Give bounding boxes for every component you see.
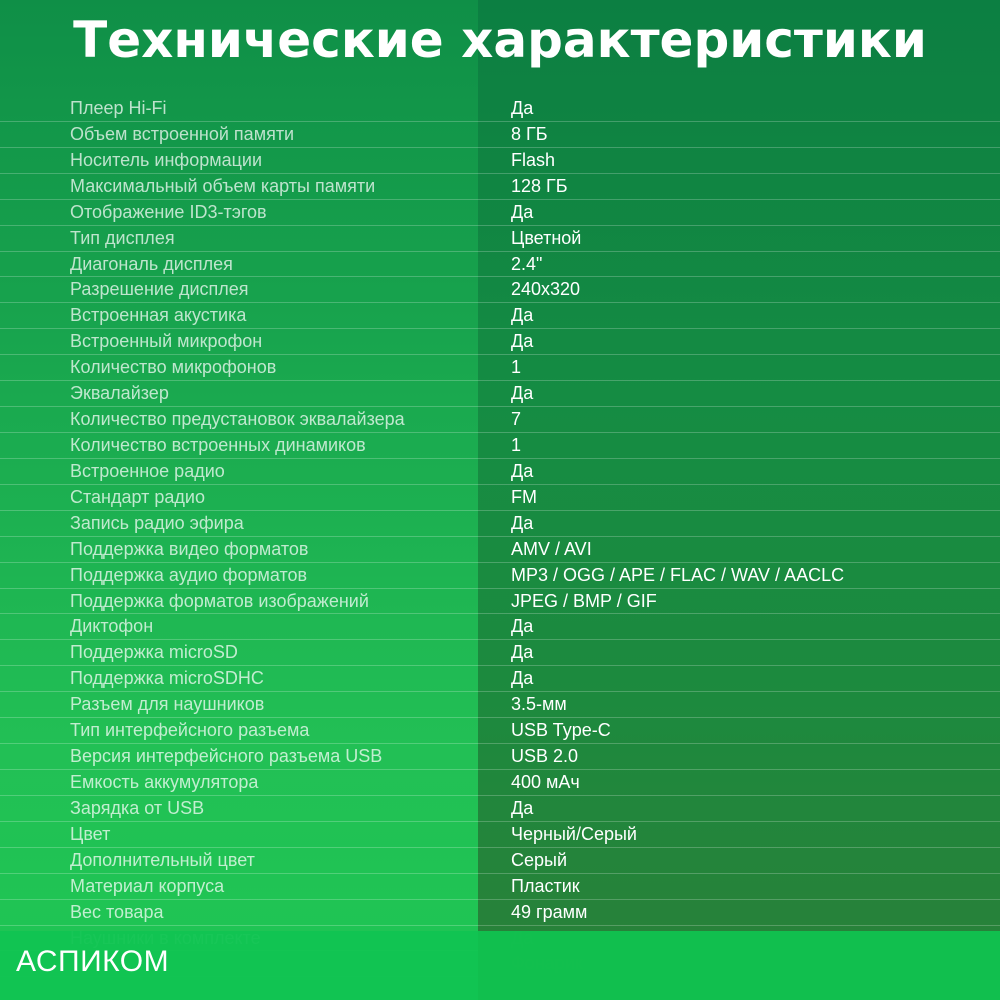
spec-value: 1 — [511, 357, 522, 378]
spec-row — [0, 666, 1000, 692]
footer-bar-right — [478, 931, 1000, 1000]
spec-row — [0, 459, 1000, 485]
spec-label: Запись радио эфира — [70, 512, 244, 533]
spec-value: USB Type-C — [511, 720, 611, 741]
spec-label: Стандарт радио — [70, 486, 205, 507]
spec-row — [0, 614, 1000, 640]
spec-value: MP3 / OGG / APE / FLAC / WAV / AACLC — [511, 564, 845, 585]
spec-value: Flash — [511, 149, 556, 170]
spec-value: AMV / AVI — [511, 538, 592, 559]
spec-row — [0, 122, 1000, 148]
spec-row — [0, 640, 1000, 666]
spec-value: 7 — [511, 409, 522, 430]
spec-row — [0, 148, 1000, 174]
spec-row — [0, 537, 1000, 563]
spec-label: Вес товара — [70, 901, 164, 922]
spec-row — [0, 589, 1000, 615]
spec-label: Дополнительный цвет — [70, 849, 255, 870]
spec-label: Встроенная акустика — [70, 305, 247, 326]
spec-value: FM — [511, 486, 537, 507]
spec-row — [0, 381, 1000, 407]
spec-label: Емкость аккумулятора — [70, 771, 259, 792]
spec-value: Серый — [511, 849, 568, 870]
spec-value: Да — [511, 616, 534, 637]
spec-label: Разъем для наушников — [70, 694, 265, 715]
spec-row — [0, 252, 1000, 278]
spec-row — [0, 303, 1000, 329]
spec-value: Да — [511, 460, 534, 481]
spec-label: Диктофон — [70, 616, 154, 637]
page-title: Технические характеристики — [73, 11, 927, 69]
spec-value: Да — [511, 668, 534, 689]
spec-label: Разрешение дисплея — [70, 279, 249, 300]
spec-row — [0, 718, 1000, 744]
spec-label: Диагональ дисплея — [70, 253, 233, 274]
spec-row — [0, 822, 1000, 848]
spec-label: Максимальный объем карты памяти — [70, 175, 376, 196]
specs-table — [0, 96, 1000, 977]
spec-value: Да — [511, 797, 534, 818]
spec-label: Поддержка форматов изображений — [70, 590, 369, 611]
spec-row — [0, 511, 1000, 537]
spec-label: Зарядка от USB — [70, 797, 205, 818]
spec-label: Материал корпуса — [70, 875, 225, 896]
spec-row — [0, 874, 1000, 900]
spec-row — [0, 744, 1000, 770]
spec-value: Да — [511, 201, 534, 222]
spec-label: Тип интерфейсного разъема — [70, 720, 310, 741]
spec-value: JPEG / BMP / GIF — [511, 590, 657, 611]
spec-row — [0, 848, 1000, 874]
spec-label: Носитель информации — [70, 149, 263, 170]
spec-value: 128 ГБ — [511, 175, 568, 196]
spec-label: Поддержка видео форматов — [70, 538, 309, 559]
spec-value: Да — [511, 305, 534, 326]
spec-label: Встроенное радио — [70, 460, 225, 481]
spec-row — [0, 900, 1000, 926]
spec-value: Да — [511, 98, 534, 118]
spec-label: Цвет — [70, 823, 111, 844]
spec-row — [0, 563, 1000, 589]
spec-value: 1 — [511, 434, 522, 455]
spec-label: Отображение ID3-тэгов — [70, 201, 267, 222]
spec-row — [0, 226, 1000, 252]
spec-label: Эквалайзер — [70, 383, 169, 404]
spec-row — [0, 355, 1000, 381]
spec-value: Да — [511, 383, 534, 404]
spec-row — [0, 407, 1000, 433]
spec-value: Пластик — [511, 875, 580, 896]
spec-value: 49 грамм — [511, 901, 588, 922]
spec-value: Да — [511, 512, 534, 533]
spec-row — [0, 692, 1000, 718]
spec-row — [0, 485, 1000, 511]
spec-label: Количество микрофонов — [70, 357, 277, 378]
spec-label: Тип дисплея — [70, 227, 175, 248]
spec-label: Встроенный микрофон — [70, 331, 263, 352]
spec-value: 2.4" — [511, 253, 543, 274]
spec-label: Количество предустановок эквалайзера — [70, 409, 405, 430]
spec-row — [0, 433, 1000, 459]
spec-value: 3.5-мм — [511, 694, 567, 715]
spec-row — [0, 796, 1000, 822]
brand-logo-text: АСПИКОМ — [16, 945, 170, 978]
spec-row — [0, 277, 1000, 303]
spec-label: Поддержка microSDHC — [70, 668, 264, 689]
spec-label: Объем встроенной памяти — [70, 123, 295, 144]
spec-label: Плеер Hi-Fi — [70, 98, 167, 118]
spec-label: Поддержка microSD — [70, 642, 238, 663]
spec-label: Количество встроенных динамиков — [70, 434, 366, 455]
spec-value: 8 ГБ — [511, 123, 548, 144]
spec-value: Цветной — [511, 227, 582, 248]
spec-value: 400 мАч — [511, 771, 580, 792]
spec-value: 240x320 — [511, 279, 581, 300]
spec-value: Да — [511, 642, 534, 663]
spec-row — [0, 200, 1000, 226]
spec-label: Версия интерфейсного разъема USB — [70, 746, 383, 767]
spec-value: Да — [511, 331, 534, 352]
spec-value: Черный/Серый — [511, 823, 637, 844]
spec-row — [0, 329, 1000, 355]
spec-value: USB 2.0 — [511, 746, 579, 767]
spec-label: Поддержка аудио форматов — [70, 564, 308, 585]
spec-row — [0, 96, 1000, 122]
spec-row — [0, 770, 1000, 796]
spec-row — [0, 174, 1000, 200]
